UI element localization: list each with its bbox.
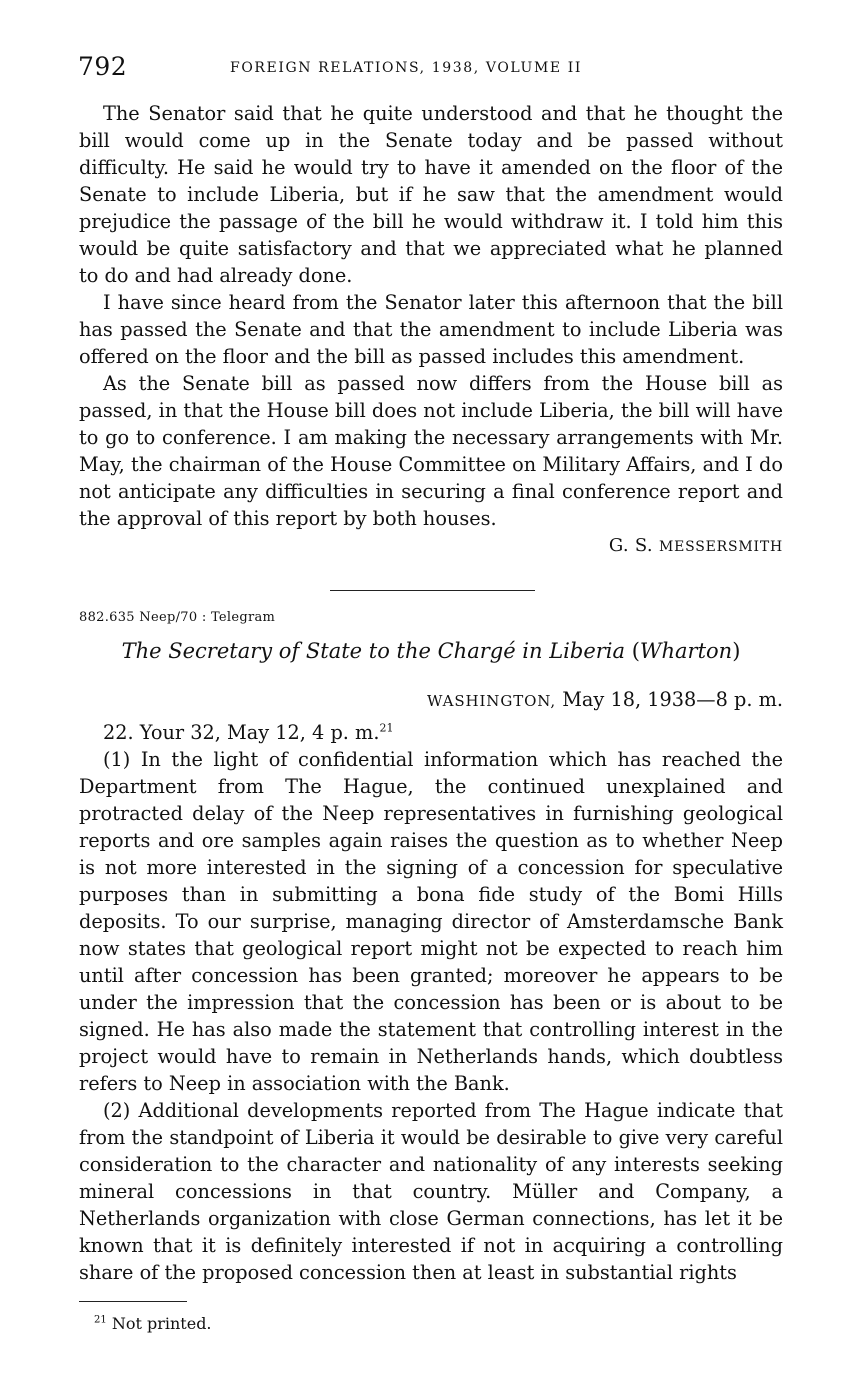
- signature-initials: G. S.: [608, 535, 653, 556]
- footnote-number: 21: [94, 1314, 107, 1326]
- paragraph-1-confidential-information: (1) In the light of confidential information which has reached the Department from The Hague, the continued unexplained and protracted delay of the Neep representatives in furnishing geological reports and ore samples again raises the question as to whether Neep is not more interested in the signing of a concession for speculative purposes than in submitting a bona fide study of the Bomi Hills deposits. To our surprise, managing director of Amsterdamsche Bank now states that geological report might not be expected to reach him until after concession has been granted; moreover he appears to be under the impression that the concession has been or is about to be signed. He has also made the statement that controlling interest in the project would have to remain in Netherlands hands, which doubtless refers to Neep in association with the Bank.: [79, 748, 783, 1095]
- telegram-body: [79, 719, 783, 1286]
- dateline-date: May 18, 1938—8 p. m.: [562, 688, 783, 711]
- paragraph-bill-passed-senate: I have since heard from the Senator later this afternoon that the bill has passed the Senate and that the amendment to include Liberia was offered on the floor and the bill as passed includes this amendment.: [79, 291, 783, 368]
- title-person: Wharton: [639, 639, 733, 663]
- title-paren-open: (: [631, 639, 640, 663]
- paragraph-senator-understood: The Senator said that he quite understood and that he thought the bill would come up in the Senate today and be passed without difficulty. He said he would try to have it amended on the floor of the Senate to include Liberia, but if he saw that the amendment would prejudice the passage of the bill he would withdraw it. I told him this would be quite satisfactory and that we appreciated what he planned to do and had already done.: [79, 102, 783, 287]
- paragraph-2-additional-developments: (2) Additional developments reported from The Hague indicate that from the standpoint of Liberia it would be desirable to give very careful consideration to the character and nationality of any interests seeking mineral concessions in that country. Müller and Company, a Netherlands organization with close German connections, has let it be known that it is definitely interested if not in acquiring a controlling share of the proposed concession then at least in substantial rights: [79, 1099, 783, 1284]
- paragraph-conference: As the Senate bill as passed now differs from the House bill as passed, in that the House bill does not include Liberia, the bill will have to go to conference. I am making the necessary arrangements with Mr. May, the chairman of the House Committee on Military Affairs, and I do not anticipate any difficulties in securing a final conference report and the approval of this report by both houses.: [79, 372, 783, 530]
- title-paren-close: ): [732, 639, 741, 663]
- footnote-divider: [79, 1301, 187, 1302]
- section-divider: [330, 590, 535, 591]
- signature-surname: MESSERSMITH: [658, 539, 783, 555]
- document-title: [79, 636, 783, 666]
- title-main: The Secretary of State to the Chargé in Liberia: [121, 639, 626, 663]
- file-reference: 882.635 Neep/70 : Telegram: [79, 610, 276, 625]
- page-header: [78, 50, 783, 84]
- dateline-place: WASHINGTON,: [427, 692, 557, 710]
- opening-text: 22. Your 32, May 12, 4 p. m.: [103, 721, 380, 744]
- signature: [79, 532, 783, 561]
- letter-body: [79, 100, 783, 561]
- footnote-text: Not printed.: [111, 1314, 212, 1333]
- footnote: [94, 1313, 212, 1335]
- page-number: 792: [78, 52, 128, 81]
- running-title: FOREIGN RELATIONS, 1938, VOLUME II: [230, 60, 583, 76]
- footnote-marker: 21: [379, 721, 394, 735]
- dateline: [79, 686, 783, 715]
- telegram-opening: [79, 719, 783, 746]
